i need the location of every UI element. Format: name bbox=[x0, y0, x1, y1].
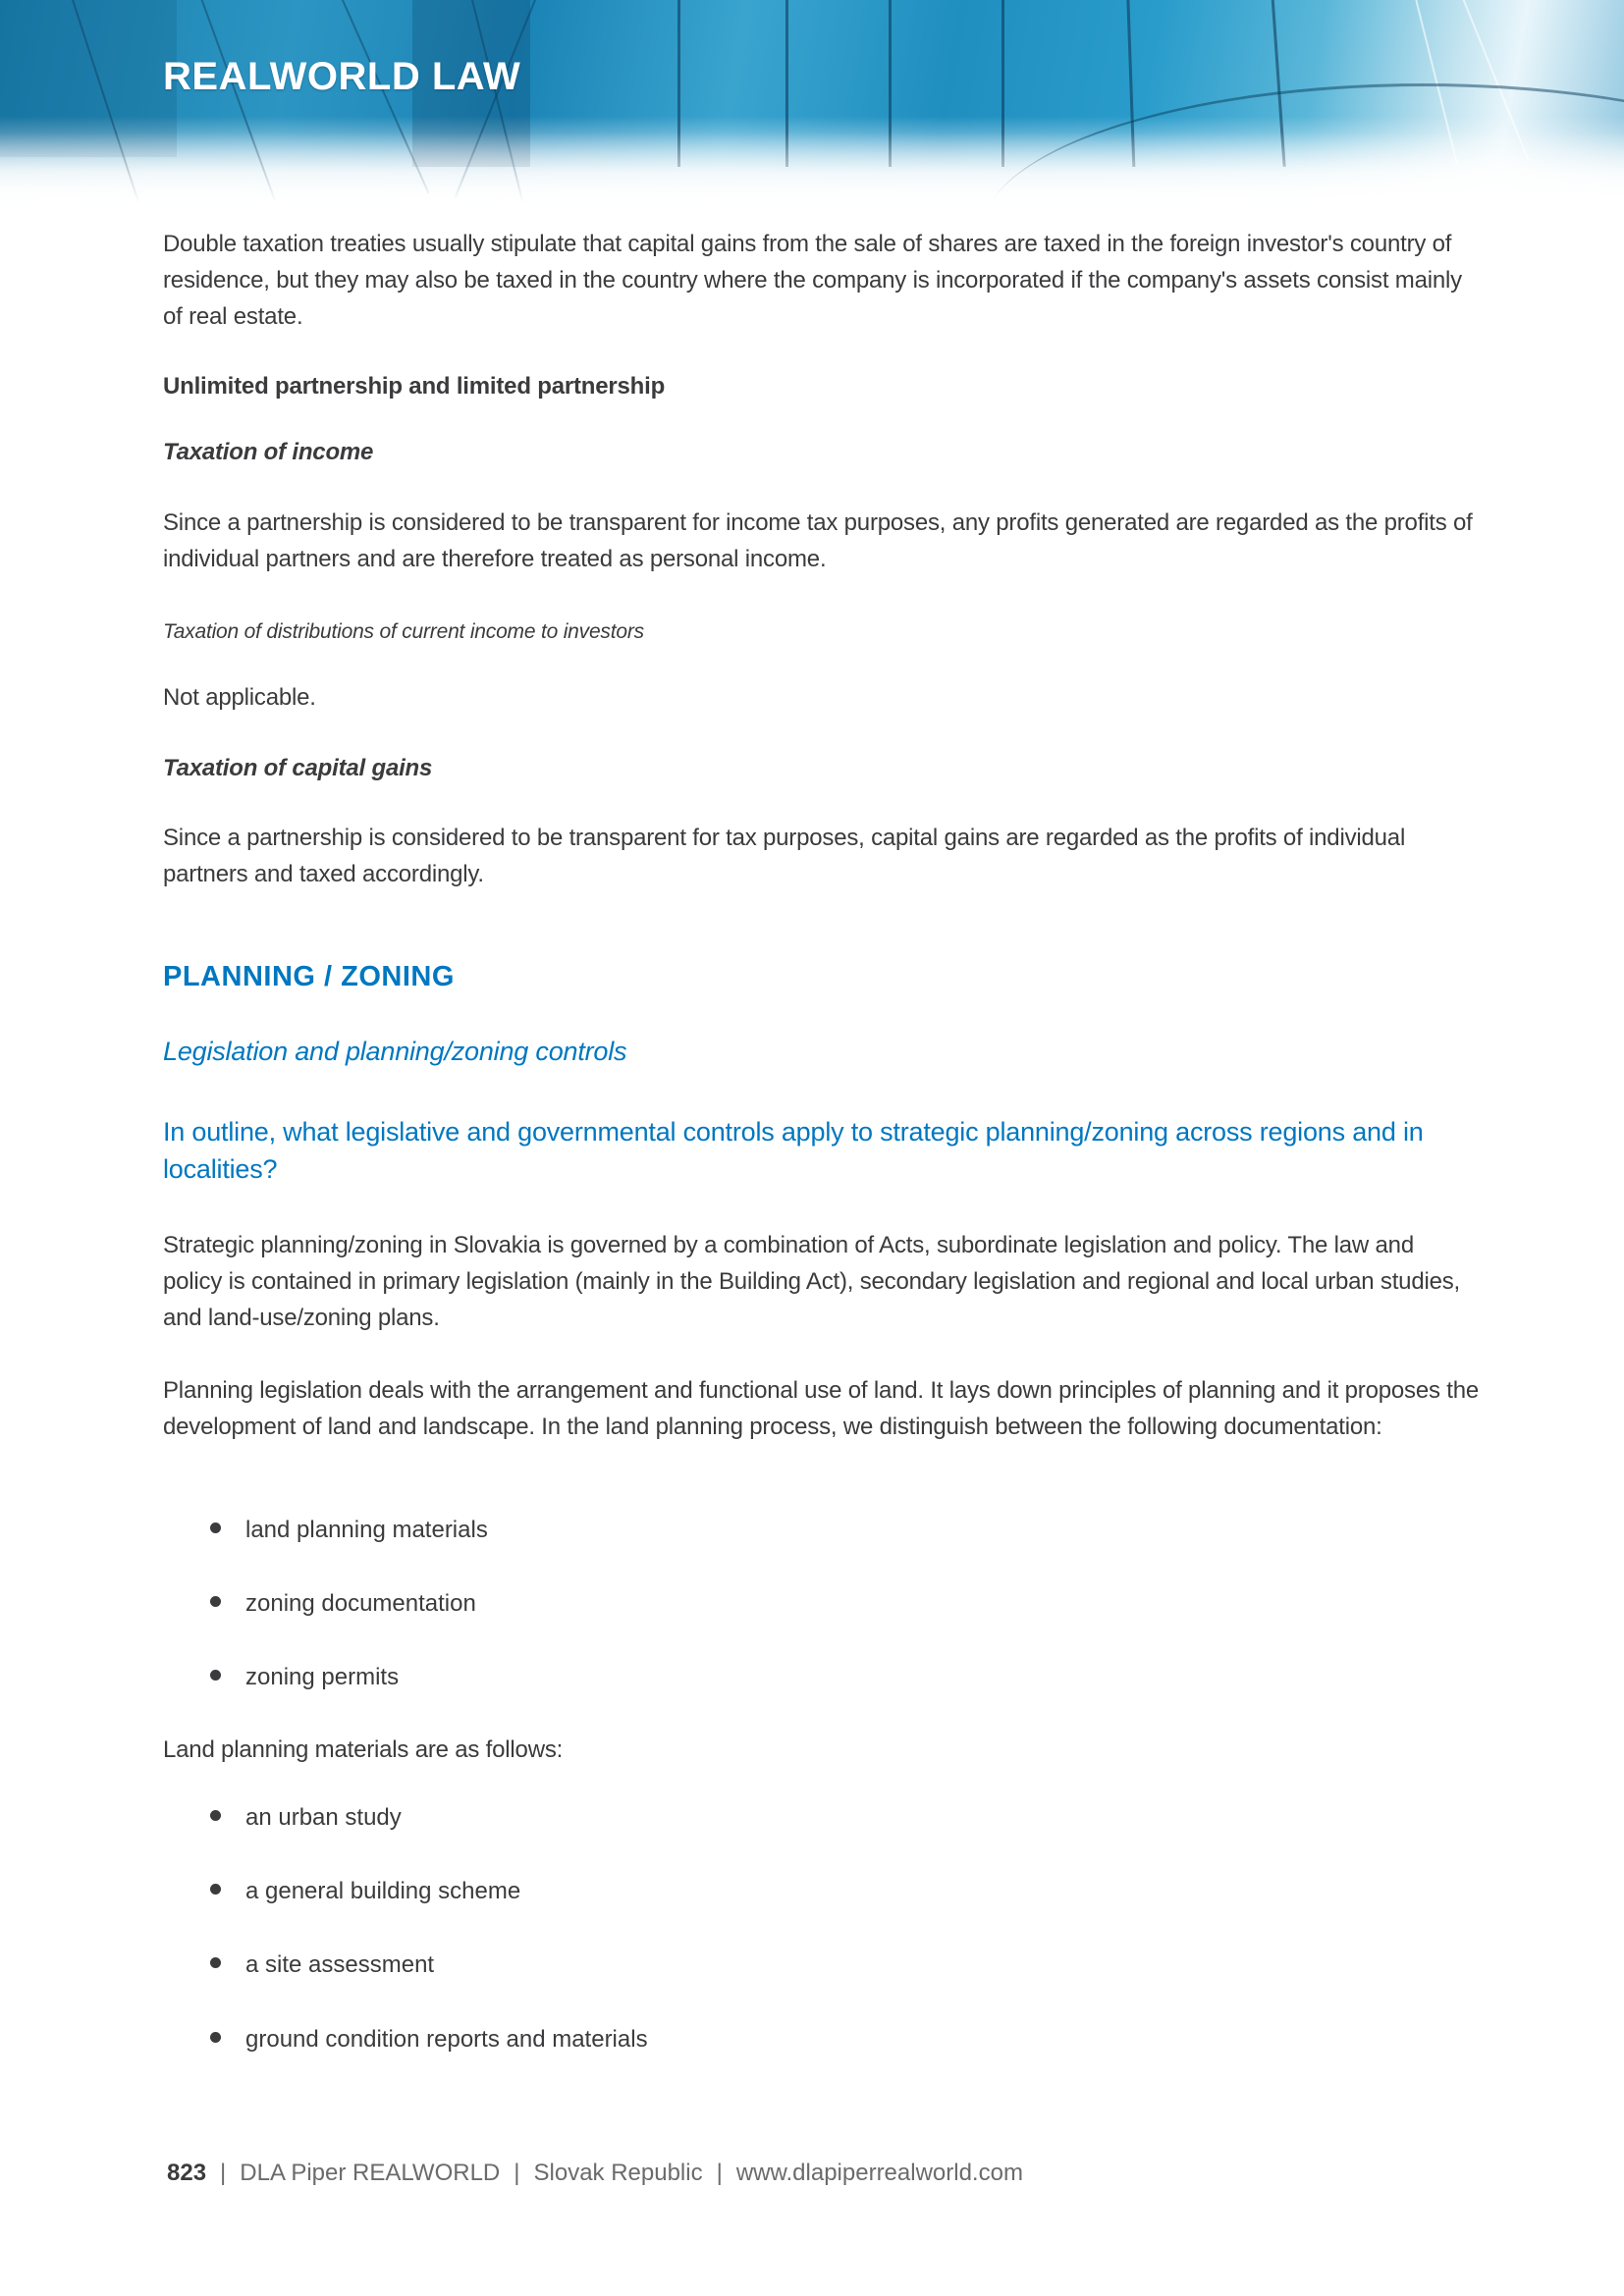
footer-separator: | bbox=[220, 2160, 227, 2186]
bullet-icon bbox=[210, 1957, 221, 1968]
banner-fade bbox=[0, 133, 1624, 211]
bullet-icon bbox=[210, 1884, 221, 1895]
bullet-icon bbox=[210, 1522, 221, 1533]
bullet-icon bbox=[210, 2032, 221, 2043]
subsection-heading: Legislation and planning/zoning controls bbox=[163, 1037, 627, 1066]
question-heading: In outline, what legislative and governmental controls apply to strategic planning/zoning across regions and in localities? bbox=[163, 1117, 1424, 1184]
header-banner bbox=[0, 0, 1624, 211]
distributions-text: Not applicable. bbox=[163, 684, 316, 711]
capital-gains-heading: Taxation of capital gains bbox=[163, 755, 433, 781]
distributions-heading: Taxation of distributions of current income to investors bbox=[163, 620, 644, 643]
footer-separator: | bbox=[514, 2160, 520, 2186]
page-footer bbox=[167, 2160, 1023, 2187]
capital-gains-text: Since a partnership is considered to be transparent for tax purposes, capital gains are regarded as the profits of individual partners and taxed accordingly. bbox=[163, 825, 1406, 887]
intro-paragraph: Double taxation treaties usually stipulate that capital gains from the sale of shares are taxed in the foreign investor's country of residence, but they may also be taxed in the country where the company is incorporated if the company's assets consist mainly of real estate. bbox=[163, 231, 1462, 330]
partnership-heading: Unlimited partnership and limited partnership bbox=[163, 373, 666, 400]
taxation-income-text: Since a partnership is considered to be transparent for income tax purposes, any profits generated are regarded as the profits of individual partners and are therefore treated as personal income. bbox=[163, 509, 1473, 572]
answer-paragraph-1: Strategic planning/zoning in Slovakia is governed by a combination of Acts, subordinate legislation and policy. The law and policy is contained in primary legislation (mainly in the Building Act), secondary legislation and regional and local urban studies, and land-use/zoning plans. bbox=[163, 1232, 1461, 1331]
bullet-icon bbox=[210, 1596, 221, 1607]
materials-intro: Land planning materials are as follows: bbox=[163, 1736, 564, 1763]
footer-separator: | bbox=[716, 2160, 723, 2186]
taxation-income-heading: Taxation of income bbox=[163, 439, 374, 465]
website-link[interactable]: www.dlapiperrealworld.com bbox=[735, 2160, 1023, 2186]
brand-title: REALWORLD LAW bbox=[163, 55, 521, 98]
bullet-icon bbox=[210, 1670, 221, 1681]
publication-name: DLA Piper REALWORLD bbox=[240, 2160, 501, 2186]
country-name: Slovak Republic bbox=[533, 2160, 703, 2186]
section-heading-planning-zoning: PLANNING / ZONING bbox=[163, 961, 455, 992]
bullet-icon bbox=[210, 1810, 221, 1821]
answer-paragraph-2: Planning legislation deals with the arrangement and functional use of land. It lays down principles of planning and it proposes the development of land and landscape. In the land planning process, we distinguish between the following documentation: bbox=[163, 1377, 1480, 1440]
page-number: 823 bbox=[167, 2160, 207, 2186]
